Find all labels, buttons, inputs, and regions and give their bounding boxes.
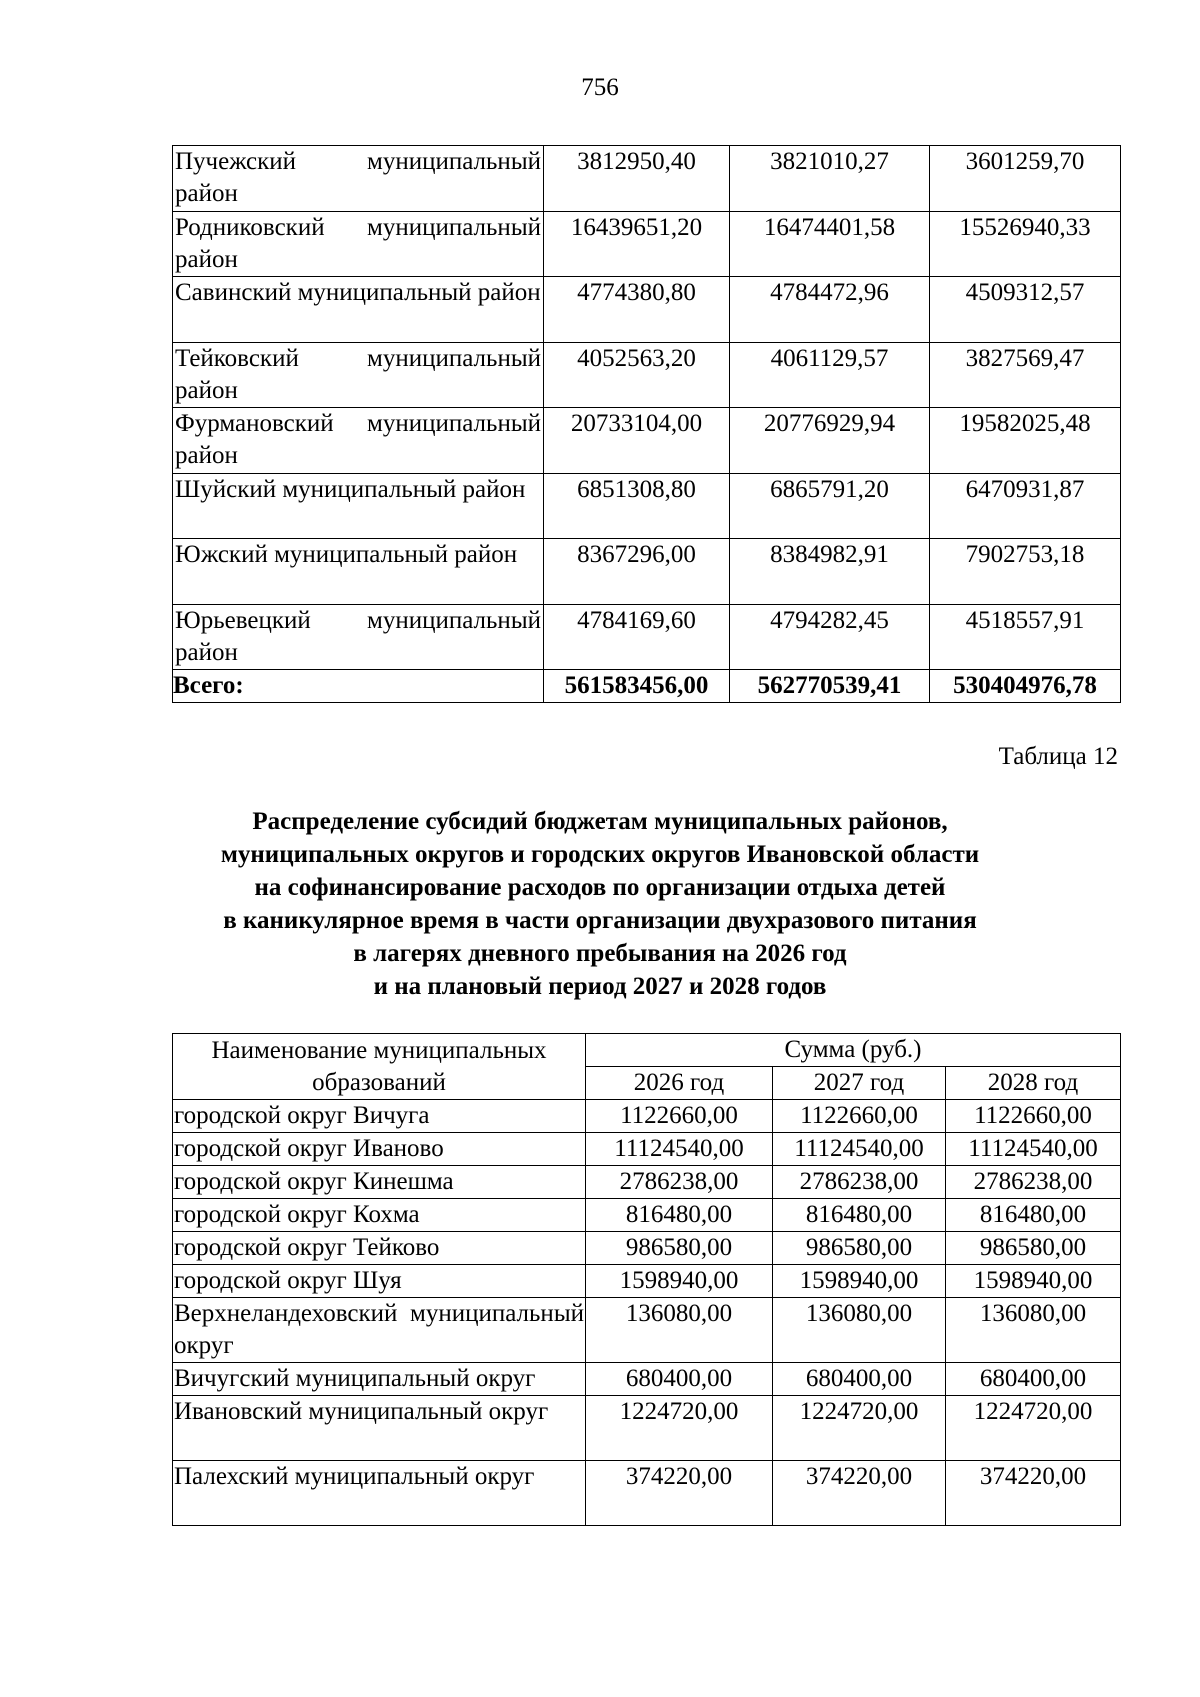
amount-2027-cell: 4794282,45 [730,604,930,670]
municipality-name-cell: городской округ Иваново [173,1133,586,1166]
amount-2028-cell: 7902753,18 [930,539,1121,605]
amount-2027-cell: 11124540,00 [773,1133,946,1166]
municipality-name-cell: городской округ Тейково [173,1232,586,1265]
amount-2026-cell: 11124540,00 [586,1133,773,1166]
municipality-name-cell: городской округ Вичуга [173,1100,586,1133]
amount-2028-cell: 986580,00 [946,1232,1121,1265]
table-row [173,539,1121,605]
amount-2028-cell: 11124540,00 [946,1133,1121,1166]
amount-2028-cell: 4518557,91 [930,604,1121,670]
amount-2028-cell: 4509312,57 [930,277,1121,343]
table-row [173,1363,1121,1396]
table-row [173,604,1121,670]
title-line: и на плановый период 2027 и 2028 годов [373,973,827,1000]
amount-2027-cell: 374220,00 [773,1461,946,1526]
municipality-name-cell: городской округ Кинешма [173,1166,586,1199]
total-2026-cell: 561583456,00 [544,670,730,703]
amount-2026-cell: 374220,00 [586,1461,773,1526]
amount-2028-cell: 1224720,00 [946,1396,1121,1461]
amount-2026-cell: 8367296,00 [544,539,730,605]
amount-2027-cell: 680400,00 [773,1363,946,1396]
amount-2027-cell: 986580,00 [773,1232,946,1265]
table-row [173,408,1121,474]
district-name-cell: Фурмановский муниципальный район [173,408,544,474]
amount-2028-cell: 680400,00 [946,1363,1121,1396]
table-row [173,1265,1121,1298]
amount-2026-cell: 1224720,00 [586,1396,773,1461]
table-row [173,146,1121,212]
amount-2027-cell: 20776929,94 [730,408,930,474]
district-name-cell: Савинский муниципальный район [173,277,544,343]
amount-2028-cell: 374220,00 [946,1461,1121,1526]
municipality-name-cell: Палехский муниципальный округ [173,1461,586,1526]
amount-2026-cell: 986580,00 [586,1232,773,1265]
amount-2026-cell: 1598940,00 [586,1265,773,1298]
header-name-column: Наименование муниципальных образований [173,1034,586,1100]
table-row [173,1461,1121,1526]
amount-2026-cell: 1122660,00 [586,1100,773,1133]
municipality-name-cell: Ивановский муниципальный округ [173,1396,586,1461]
amount-2028-cell: 3827569,47 [930,342,1121,408]
amount-2026-cell: 2786238,00 [586,1166,773,1199]
total-row [173,670,1121,703]
amount-2027-cell: 6865791,20 [730,473,930,539]
title-line: Распределение субсидий бюджетам муниципальных районов, [252,808,948,835]
district-subsidies-table-continued [172,145,1121,703]
district-name-cell: Шуйский муниципальный район [173,473,544,539]
amount-2028-cell: 816480,00 [946,1199,1121,1232]
municipality-name-cell: городской округ Шуя [173,1265,586,1298]
amount-2026-cell: 3812950,40 [544,146,730,212]
total-2028-cell: 530404976,78 [930,670,1121,703]
amount-2026-cell: 4052563,20 [544,342,730,408]
district-name-cell: Южский муниципальный район [173,539,544,605]
table-row [173,1199,1121,1232]
amount-2027-cell: 816480,00 [773,1199,946,1232]
table-row [173,211,1121,277]
table-title [150,805,1050,1003]
amount-2028-cell: 1122660,00 [946,1100,1121,1133]
table-row [173,1396,1121,1461]
amount-2026-cell: 16439651,20 [544,211,730,277]
amount-2027-cell: 8384982,91 [730,539,930,605]
amount-2027-cell: 1224720,00 [773,1396,946,1461]
amount-2027-cell: 2786238,00 [773,1166,946,1199]
table-row [173,1166,1121,1199]
municipality-name-cell: городской округ Кохма [173,1199,586,1232]
table-row [173,1100,1121,1133]
page-number: 756 [581,74,619,101]
amount-2028-cell: 3601259,70 [930,146,1121,212]
amount-2026-cell: 20733104,00 [544,408,730,474]
title-line: в каникулярное время в части организации двухразового питания [223,907,977,934]
municipality-name-cell: Вичугский муниципальный округ [173,1363,586,1396]
amount-2027-cell: 136080,00 [773,1298,946,1363]
amount-2027-cell: 4784472,96 [730,277,930,343]
table-row [173,473,1121,539]
header-year-2028: 2028 год [946,1067,1121,1100]
header-year-2026: 2026 год [586,1067,773,1100]
table-row [173,277,1121,343]
table-row [173,1133,1121,1166]
total-2027-cell: 562770539,41 [730,670,930,703]
amount-2027-cell: 3821010,27 [730,146,930,212]
amount-2027-cell: 1598940,00 [773,1265,946,1298]
district-name-cell: Пучежский муниципальный район [173,146,544,212]
amount-2026-cell: 4784169,60 [544,604,730,670]
table-row [173,1298,1121,1363]
header-sum-column: Сумма (руб.) [586,1034,1121,1067]
amount-2028-cell: 1598940,00 [946,1265,1121,1298]
table-number-label: Таблица 12 [998,743,1118,770]
total-label: Всего: [173,670,544,703]
table-header-row [173,1034,1121,1067]
district-name-cell: Родниковский муниципальный район [173,211,544,277]
table-row [173,342,1121,408]
amount-2026-cell: 136080,00 [586,1298,773,1363]
district-name-cell: Юрьевецкий муниципальный район [173,604,544,670]
municipality-name-cell: Верхнеландеховский муниципальный округ [173,1298,586,1363]
amount-2027-cell: 16474401,58 [730,211,930,277]
camp-meals-subsidies-table [172,1033,1121,1526]
amount-2026-cell: 680400,00 [586,1363,773,1396]
amount-2027-cell: 4061129,57 [730,342,930,408]
title-line: муниципальных округов и городских округов Ивановской области [220,841,980,868]
amount-2028-cell: 136080,00 [946,1298,1121,1363]
amount-2028-cell: 15526940,33 [930,211,1121,277]
amount-2028-cell: 2786238,00 [946,1166,1121,1199]
amount-2026-cell: 6851308,80 [544,473,730,539]
district-name-cell: Тейковский муниципальный район [173,342,544,408]
title-line: в лагерях дневного пребывания на 2026 год [353,940,847,967]
amount-2028-cell: 19582025,48 [930,408,1121,474]
amount-2026-cell: 4774380,80 [544,277,730,343]
header-year-2027: 2027 год [773,1067,946,1100]
table-row [173,1232,1121,1265]
title-line: на софинансирование расходов по организации отдыха детей [254,874,946,901]
amount-2028-cell: 6470931,87 [930,473,1121,539]
amount-2026-cell: 816480,00 [586,1199,773,1232]
amount-2027-cell: 1122660,00 [773,1100,946,1133]
